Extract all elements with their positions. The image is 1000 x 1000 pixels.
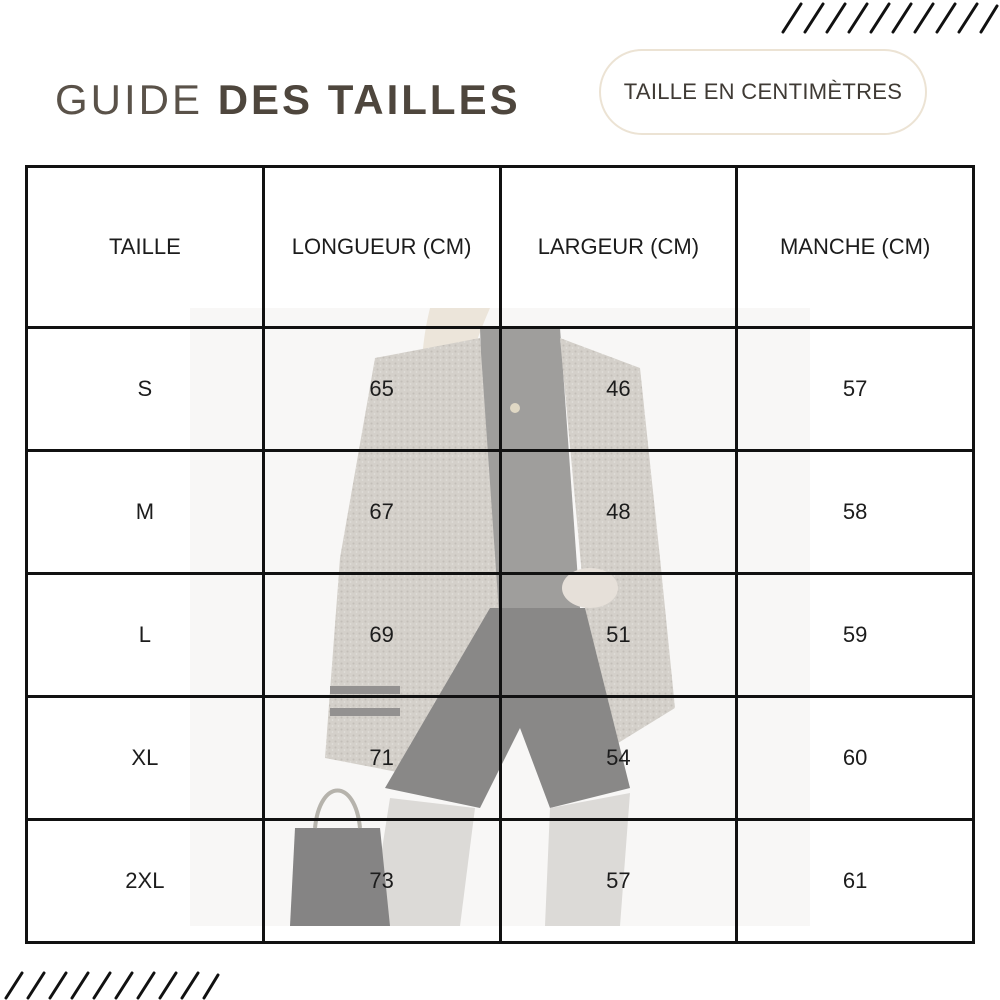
- table-row: [27, 574, 974, 697]
- largeur-cell: 57: [500, 820, 737, 943]
- longueur-cell: 71: [263, 697, 500, 820]
- unit-badge-label: TAILLE EN CENTIMÈTRES: [623, 79, 903, 104]
- title-light: GUIDE: [55, 76, 204, 123]
- table-row: [27, 697, 974, 820]
- table-row: [27, 820, 974, 943]
- col-header-taille: TAILLE: [27, 167, 264, 328]
- largeur-cell: 46: [500, 328, 737, 451]
- size-cell: S: [27, 328, 264, 451]
- table-header-row: [27, 167, 974, 328]
- manche-cell: 60: [737, 697, 974, 820]
- longueur-cell: 73: [263, 820, 500, 943]
- size-cell: M: [27, 451, 264, 574]
- largeur-cell: 54: [500, 697, 737, 820]
- largeur-cell: 48: [500, 451, 737, 574]
- col-header-largeur: LARGEUR (CM): [500, 167, 737, 328]
- table-row: [27, 451, 974, 574]
- size-cell: 2XL: [27, 820, 264, 943]
- title-bold: DES TAILLES: [217, 76, 521, 123]
- longueur-cell: 69: [263, 574, 500, 697]
- col-header-manche: MANCHE (CM): [737, 167, 974, 328]
- longueur-cell: 65: [263, 328, 500, 451]
- diagonal-stripes-icon: [0, 965, 225, 1000]
- unit-badge: [599, 49, 927, 135]
- size-cell: L: [27, 574, 264, 697]
- manche-cell: 61: [737, 820, 974, 943]
- largeur-cell: 51: [500, 574, 737, 697]
- size-cell: XL: [27, 697, 264, 820]
- manche-cell: 57: [737, 328, 974, 451]
- page-title: [55, 74, 521, 126]
- col-header-longueur: LONGUEUR (CM): [263, 167, 500, 328]
- table-row: [27, 328, 974, 451]
- size-table: [25, 165, 975, 944]
- manche-cell: 58: [737, 451, 974, 574]
- longueur-cell: 67: [263, 451, 500, 574]
- manche-cell: 59: [737, 574, 974, 697]
- diagonal-stripes-icon: [775, 0, 1000, 40]
